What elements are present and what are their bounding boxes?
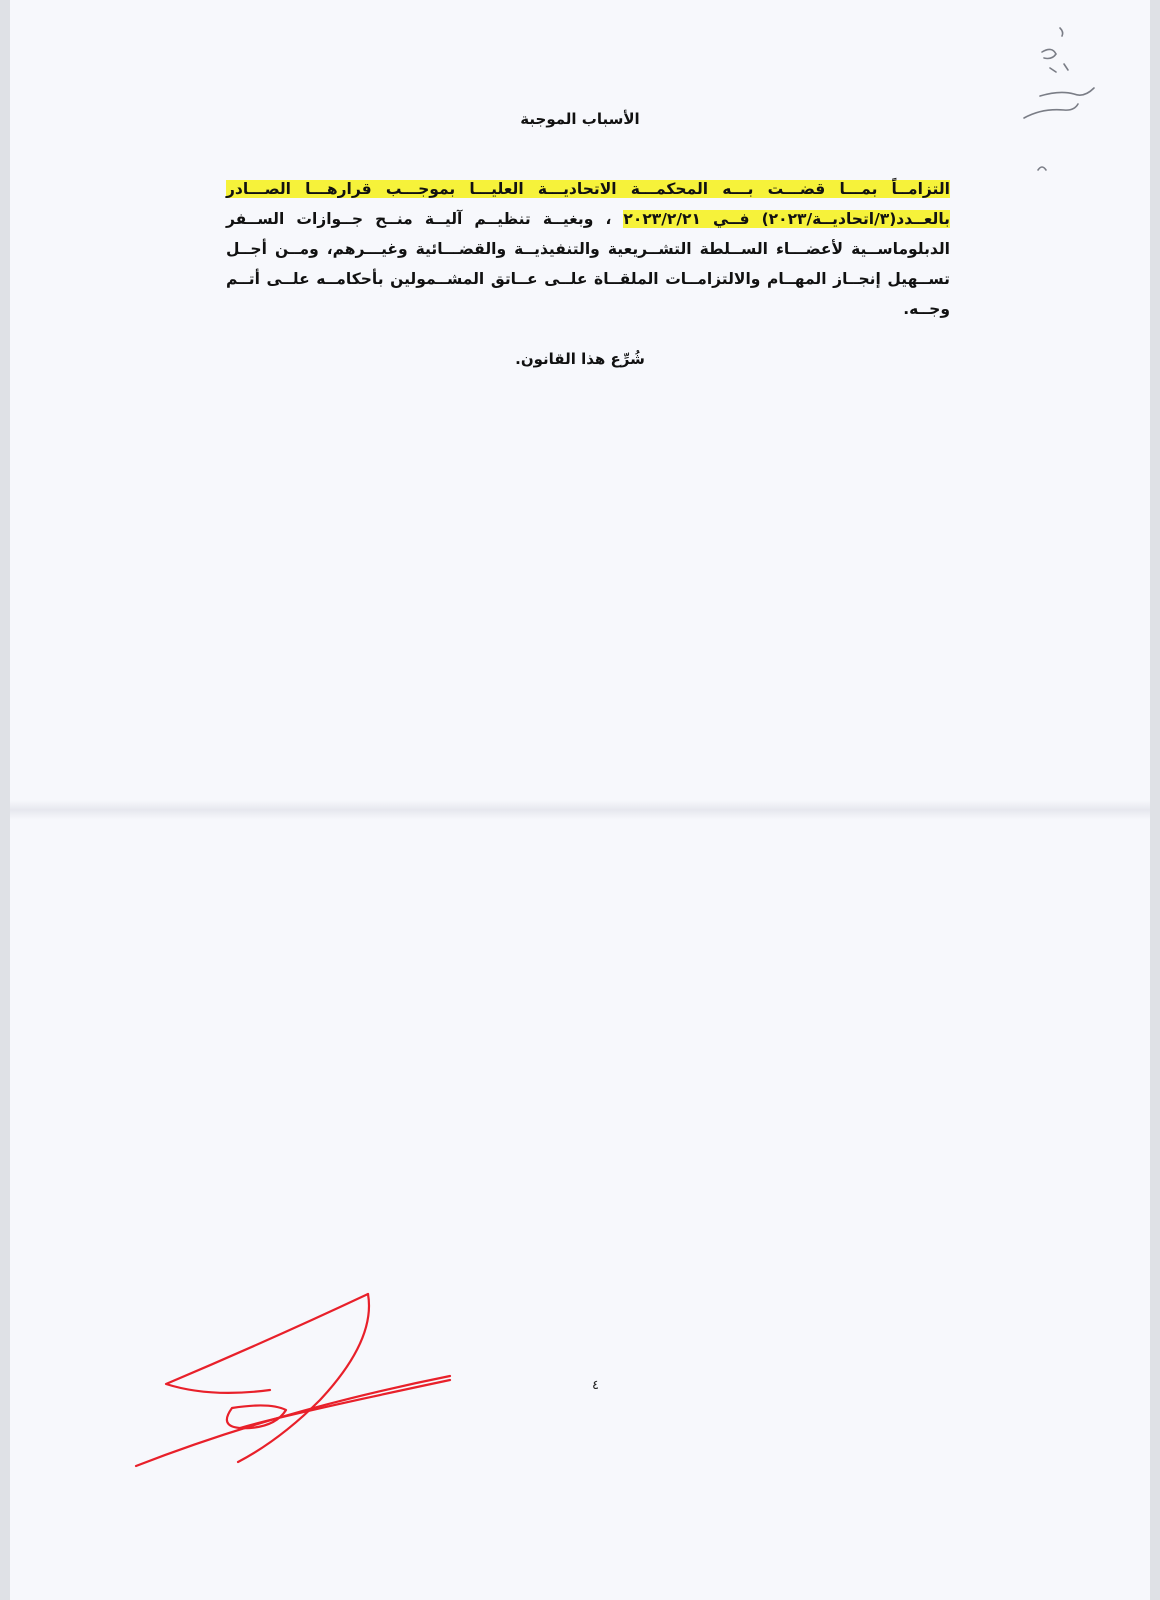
paragraph-continuation: ، وبغيــة تنظيــم آليــة منــح جــوازات الســفر الدبلوماســية لأعضـــاء الســلطة التشــريعية والتنفيذيــة والقضـــائية وغيـــرهم، ومــن أجــل تســهيل إنجــاز المهــام والالتزامــات الملقــاة علــى عــاتق المشــمولين بأحكامــه علــى أتــم وجــه.: [226, 209, 950, 318]
body-paragraph: [226, 174, 950, 324]
highlighted-passage: التزامــاً بمـــا قضـــت بـــه المحكمـــة الاتحاديـــة العليـــا بموجـــب قرارهـــا الصـــادر بالعــدد(٣/اتحاديــة/٢٠٢٣) فــي ٢٠٢٣/٢/٢١: [226, 179, 950, 228]
handwritten-signature: [120, 1280, 470, 1490]
page-number: ٤: [592, 1378, 599, 1393]
document-page: [10, 0, 1150, 1600]
margin-handwriting-mark: [990, 10, 1110, 190]
paper-fold-line: [10, 800, 1150, 820]
enactment-clause: شُرِّع هذا القانون.: [515, 350, 645, 368]
section-heading: الأسباب الموجبة: [520, 110, 640, 128]
